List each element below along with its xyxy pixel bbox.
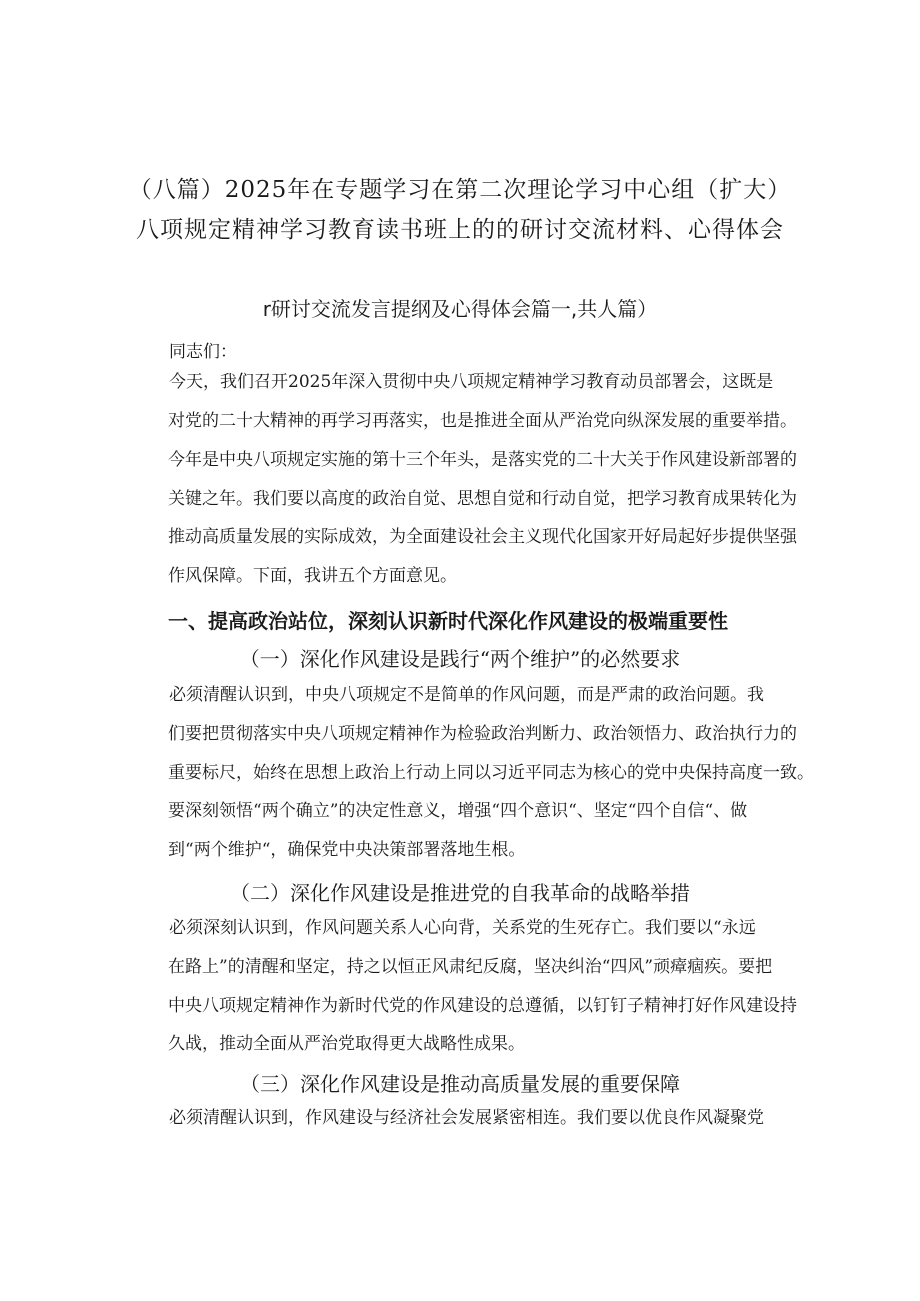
document-title-line-2: 八项规定精神学习教育读书班上的的研讨交流材料、心得体会 [136,217,784,243]
paragraph-line: 必须清醒认识到，作风建设与经济社会发展紧密相连。我们要以优良作风凝聚党 [169,1108,764,1128]
intro-line: 推动高质量发展的实际成效，为全面建设社会主义现代化国家开好局起好步提供坚强 [168,527,797,547]
paragraph-line: 要深刻领悟“两个确立”的决定性意义，增强“四个意识“、坚定“四个自信“、做 [168,801,748,821]
document-title-line-1: （八篇）2025年在专题学习在第二次理论学习中心组（扩大） [128,177,792,203]
document-subtitle: r研讨交流发言提纲及心得体会篇一,共人篇） [262,297,658,321]
intro-line: 对党的二十大精神的再学习再落实，也是推进全面从严治党向纵深发展的重要举措。 [168,411,797,431]
subsection-3-heading: （三）深化作风建设是推动高质量发展的重要保障 [240,1072,680,1096]
intro-line: 今天，我们召开2025年深入贯彻中央八项规定精神学习教育动员部署会，这既是 [169,372,774,392]
paragraph-line: 重要标尺，始终在思想上政治上行动上同以习近平同志为核心的党中央保持高度一致。 [168,763,814,783]
subsection-1-heading: （一）深化作风建设是践行“两个维护”的必然要求 [239,647,681,671]
section-1-heading: 一、提高政治站位，深刻认识新时代深化作风建设的极端重要性 [168,609,728,633]
intro-line: 作风保障。下面，我讲五个方面意见。 [168,566,457,586]
paragraph-line: 们要把贯彻落实中央八项规定精神作为检验政治判断力、政治领悟力、政治执行力的 [168,724,797,744]
salutation: 同志们： [169,342,237,362]
subsection-2-heading: （二）深化作风建设是推进党的自我革命的战略举措 [230,881,690,905]
paragraph-line: 必须清醒认识到，中央八项规定不是简单的作风问题，而是严肃的政治问题。我 [169,685,764,705]
paragraph-line: 必须深刻认识到，作风问题关系人心向背，关系党的生死存亡。我们要以“永远 [169,918,756,938]
paragraph-line: 在路上”的清醒和坚定，持之以恒正风肃纪反腐，坚决纠治“四风”顽瘴痼疾。要把 [168,957,773,977]
intro-line: 今年是中央八项规定实施的第十三个年头，是落实党的二十大关于作风建设新部署的 [168,450,797,470]
paragraph-line: 到“两个维护“，确保党中央决策部署落地生根。 [168,840,526,860]
paragraph-line: 中央八项规定精神作为新时代党的作风建设的总遵循，以钉钉子精神打好作风建设持 [168,996,797,1016]
intro-line: 关键之年。我们要以高度的政治自觉、思想自觉和行动自觉，把学习教育成果转化为 [168,489,797,509]
paragraph-line: 久战，推动全面从严治党取得更大战略性成果。 [168,1034,525,1054]
